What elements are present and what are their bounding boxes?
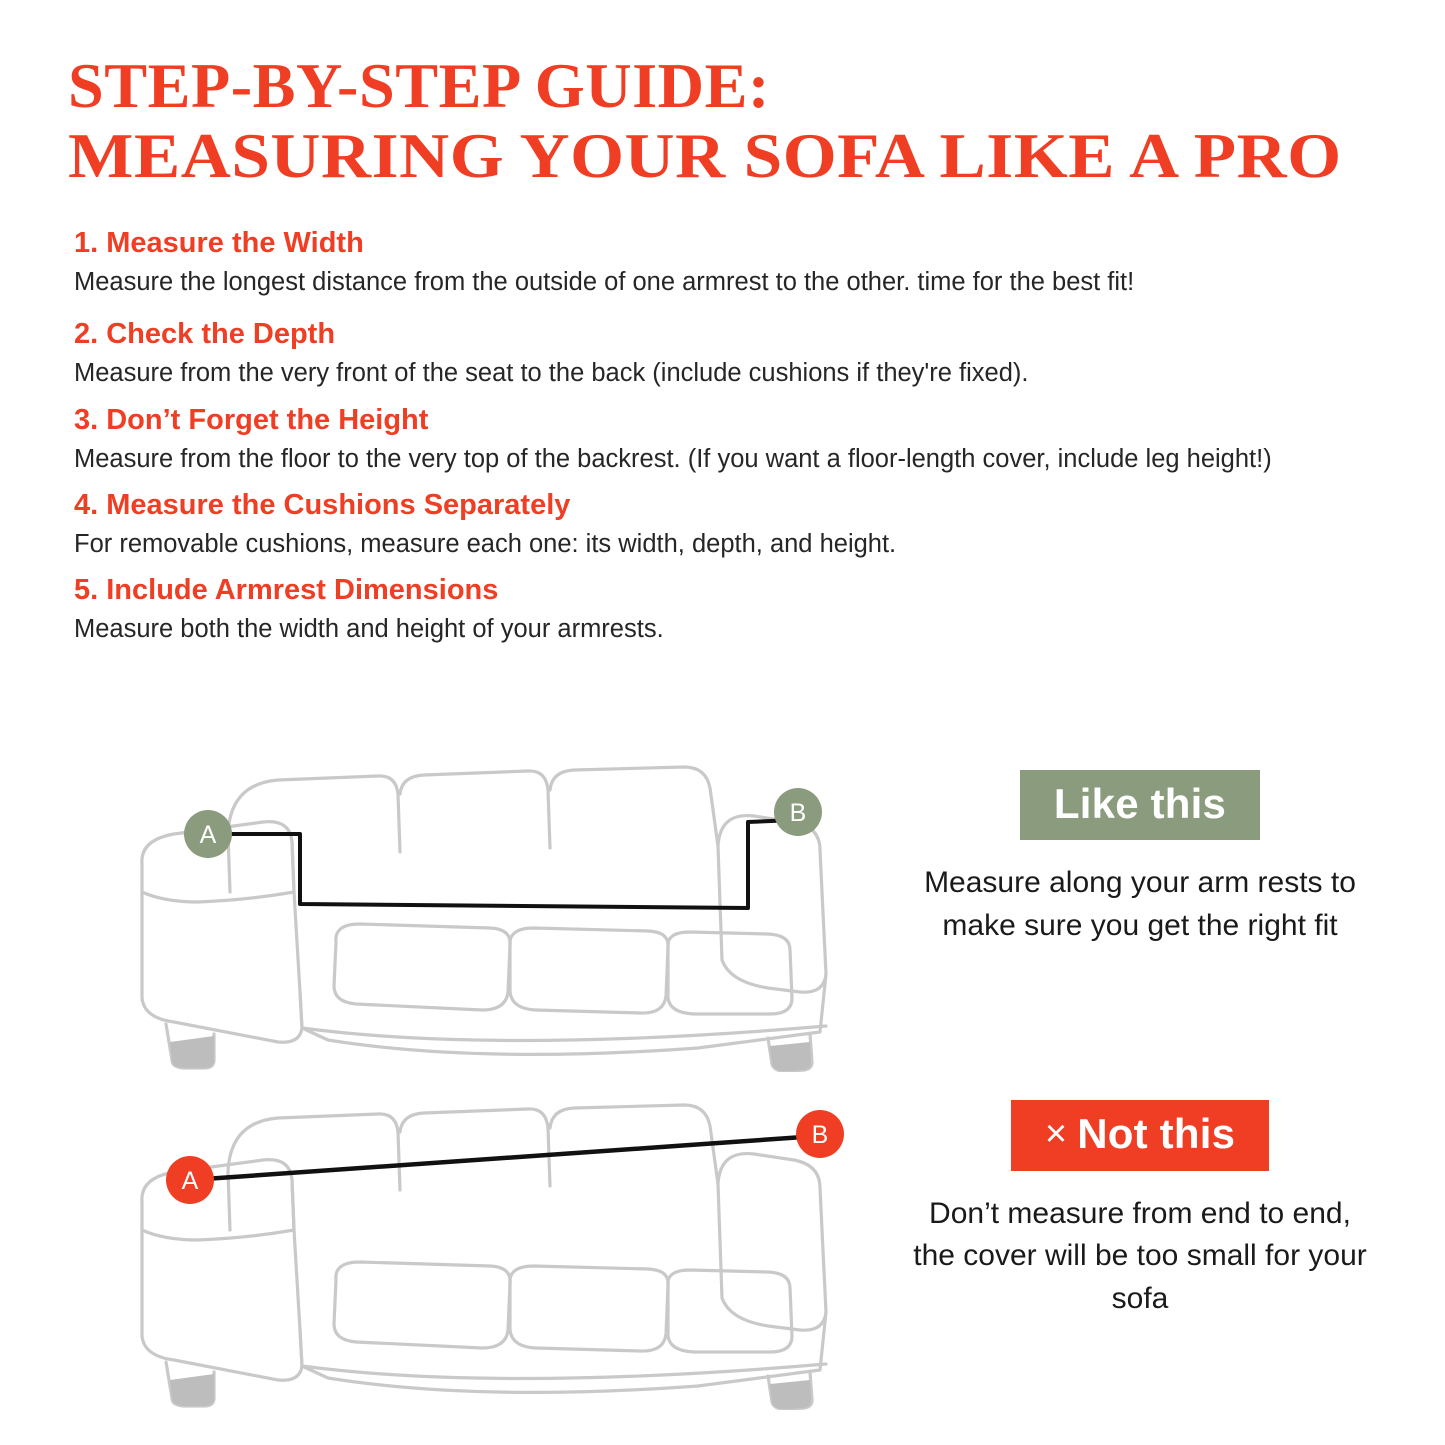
step-heading: 2. Check the Depth — [74, 318, 336, 351]
steps-list — [68, 224, 1377, 646]
sofa-illustration-incorrect — [78, 1080, 858, 1410]
page-title — [68, 0, 1377, 190]
marker-a-correct — [184, 810, 232, 858]
step-body: Measure from the floor to the very top of the backrest. (If you want a floor-length cover, include leg height!) — [74, 444, 1272, 473]
svg-text:B: B — [811, 1121, 829, 1149]
marker-a-incorrect — [166, 1156, 214, 1204]
step-item — [68, 315, 1377, 390]
caption-correct: Measure along your arm rests to make sure you get the right fit — [924, 866, 1356, 942]
step-heading: 4. Measure the Cushions Separately — [74, 488, 571, 521]
step-heading: 3. Don’t Forget the Height — [74, 403, 429, 436]
example-incorrect — [905, 1100, 1375, 1320]
step-body: Measure from the very front of the seat to the back (include cushions if they're fixed). — [74, 359, 1029, 388]
illustrations-section — [0, 742, 1445, 1442]
title-line-1: STEP-BY-STEP GUIDE: — [68, 51, 770, 121]
measure-line-correct — [218, 820, 796, 908]
banner-not-label: Not this — [1077, 1110, 1236, 1157]
banner-not-this — [1011, 1100, 1269, 1171]
step-body: Measure the longest distance from the outside of one armrest to the other. time for the best fit! — [74, 268, 1135, 297]
example-correct — [905, 770, 1375, 947]
svg-text:A: A — [181, 1167, 199, 1195]
title-line-2: MEASURING YOUR SOFA LIKE A PRO — [68, 121, 1342, 192]
step-heading: 5. Include Armrest Dimensions — [74, 574, 499, 607]
step-body: Measure both the width and height of your armrests. — [74, 615, 664, 644]
measure-line-incorrect — [190, 1136, 818, 1180]
step-item — [68, 571, 1377, 646]
step-item — [68, 224, 1377, 299]
sofa-diagram-incorrect — [78, 1080, 858, 1415]
marker-b-correct — [774, 788, 822, 836]
step-heading: 1. Measure the Width — [74, 227, 364, 260]
step-item — [68, 486, 1377, 561]
svg-text:A: A — [199, 821, 217, 849]
step-item — [68, 401, 1377, 476]
banner-like-label: Like this — [1053, 780, 1227, 827]
marker-b-incorrect — [796, 1110, 844, 1158]
step-body: For removable cushions, measure each one: its width, depth, and height. — [74, 530, 897, 559]
sofa-illustration-correct — [78, 742, 858, 1072]
banner-like-this — [1020, 770, 1260, 840]
cross-icon: × — [1044, 1113, 1068, 1155]
caption-incorrect: Don’t measure from end to end, the cover will be too small for your sofa — [913, 1196, 1367, 1315]
sofa-diagram-correct — [78, 742, 858, 1077]
svg-text:B: B — [789, 799, 807, 827]
